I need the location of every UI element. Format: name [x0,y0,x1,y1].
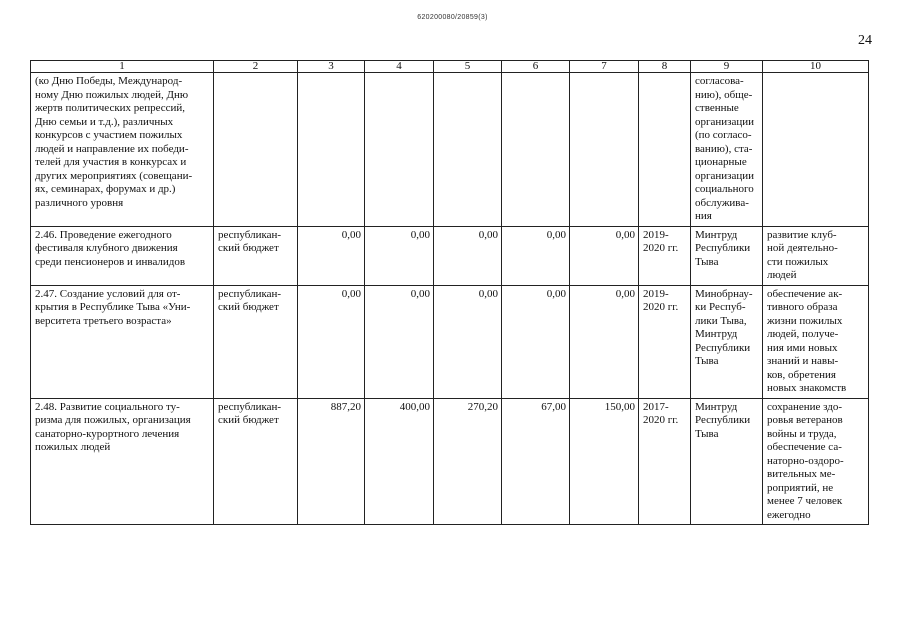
measure-name-cell: 2.48. Развитие социального ту- ризма для пожилых, организация санаторно-курортного лечения пожилых людей [31,398,214,525]
amount-year-cell: 270,20 [434,398,502,525]
amount-total-cell: 0,00 [298,285,365,398]
amount-year-cell [570,73,639,227]
table-row [31,285,869,398]
result-cell: обеспечение ак- тивного образа жизни пожилых людей, получе- ния ими новых знаний и навы- ков, обретения новых знакомств [763,285,869,398]
table-row [31,226,869,285]
responsible-cell: Минтруд Республики Тыва [691,226,763,285]
measure-name-cell: 2.47. Создание условий для от- крытия в Республике Тыва «Уни- верситета третьего возраста» [31,285,214,398]
result-cell: сохранение здо- ровья ветеранов войны и труда, обеспечение са- наторно-оздоро- вительных ме- роприятий, не менее 7 человек ежегодно [763,398,869,525]
program-table [30,60,869,525]
funding-source-cell: республикан- ский бюджет [214,226,298,285]
responsible-cell: согласова- нию), обще- ственные организации (по согласо- ванию), ста- ционарные организации социального обслужива- ния [691,73,763,227]
amount-year-cell: 0,00 [502,226,570,285]
amount-year-cell: 67,00 [502,398,570,525]
amount-year-cell: 0,00 [434,226,502,285]
table-row [31,398,869,525]
responsible-cell: Минтруд Республики Тыва [691,398,763,525]
column-header: 2 [214,61,298,73]
responsible-cell: Минобрнау- ки Респуб- лики Тыва, Минтруд Республики Тыва [691,285,763,398]
document-code: 620200080/20859(3) [417,14,488,21]
measure-name-cell: 2.46. Проведение ежегодного фестиваля клубного движения среди пенсионеров и инвалидов [31,226,214,285]
header-row [31,61,869,73]
period-cell: 2017- 2020 гг. [639,398,691,525]
amount-year-cell: 0,00 [570,226,639,285]
period-cell: 2019- 2020 гг. [639,285,691,398]
column-header: 6 [502,61,570,73]
amount-year-cell [502,73,570,227]
amount-year-cell: 0,00 [365,285,434,398]
result-cell [763,73,869,227]
amount-year-cell [434,73,502,227]
column-header: 10 [763,61,869,73]
funding-source-cell [214,73,298,227]
amount-year-cell: 0,00 [365,226,434,285]
column-header: 8 [639,61,691,73]
period-cell: 2019- 2020 гг. [639,226,691,285]
result-cell: развитие клуб- ной деятельно- сти пожилых людей [763,226,869,285]
column-header: 3 [298,61,365,73]
column-header: 9 [691,61,763,73]
funding-source-cell: республикан- ский бюджет [214,285,298,398]
amount-year-cell: 150,00 [570,398,639,525]
amount-total-cell [298,73,365,227]
amount-year-cell: 400,00 [365,398,434,525]
column-header: 7 [570,61,639,73]
funding-source-cell: республикан- ский бюджет [214,398,298,525]
amount-year-cell: 0,00 [434,285,502,398]
column-header: 1 [31,61,214,73]
amount-year-cell: 0,00 [502,285,570,398]
amount-year-cell: 0,00 [570,285,639,398]
amount-total-cell: 887,20 [298,398,365,525]
page-number: 24 [858,33,872,48]
table-row [31,73,869,227]
amount-year-cell [365,73,434,227]
period-cell [639,73,691,227]
column-header: 4 [365,61,434,73]
column-header: 5 [434,61,502,73]
measure-name-cell: (ко Дню Победы, Международ- ному Дню пожилых людей, Дню жертв политических репрессий, Дню семьи и т.д.), различных конкурсов с участием пожилых людей и направление их победи- телей для участия в конкурсах и других мероприятиях (совещани- ях, семинарах, форумах и др.) различного уровня [31,73,214,227]
amount-total-cell: 0,00 [298,226,365,285]
